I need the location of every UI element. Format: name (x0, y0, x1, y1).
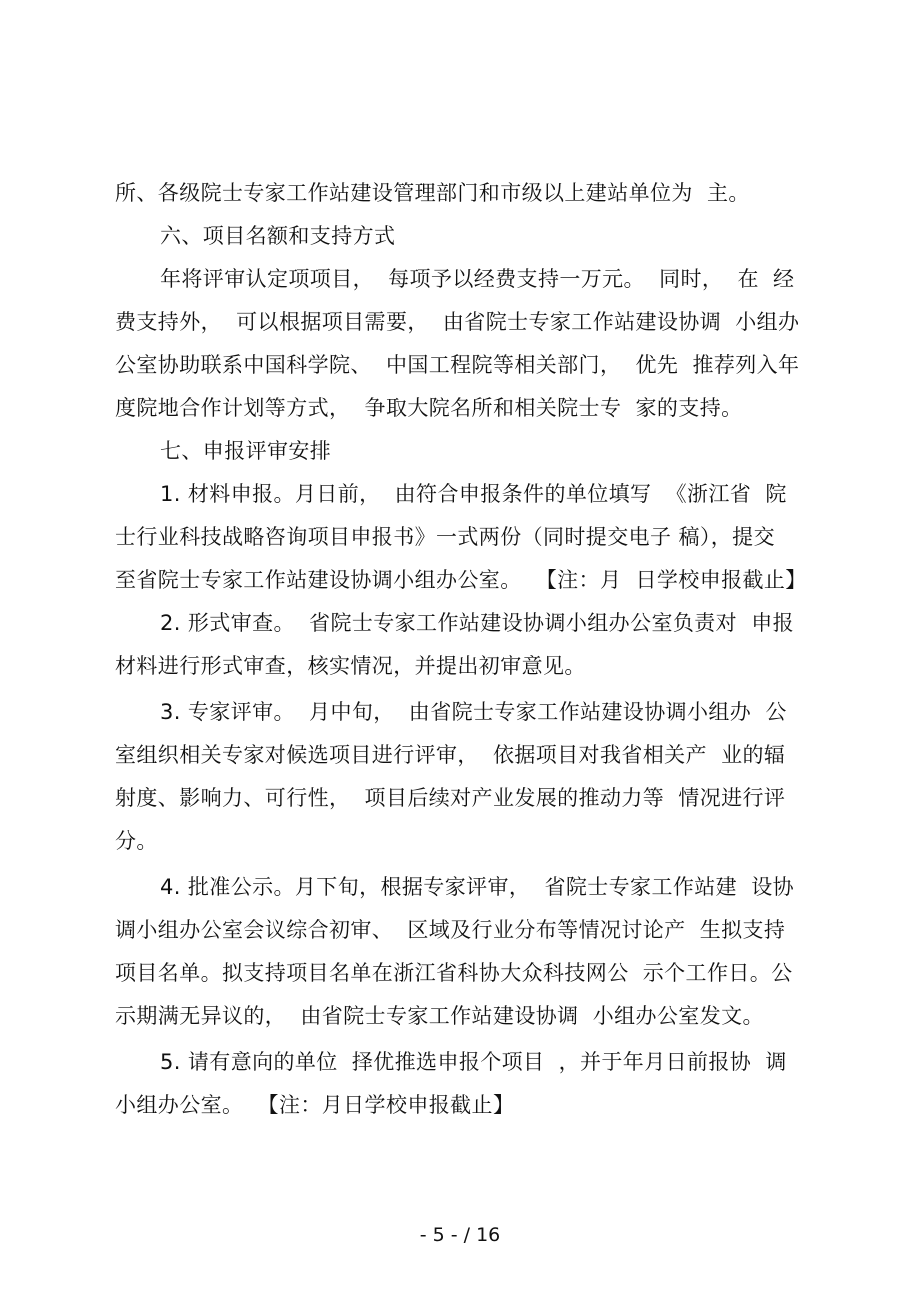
section-heading-text: 六、项目名额和支持方式 (160, 224, 396, 248)
page-number: - 5 - / 16 (419, 1224, 501, 1246)
paragraph-line (0, 865, 920, 909)
paragraph-line (0, 644, 920, 688)
paragraph-line (0, 951, 920, 995)
paragraph-line (0, 257, 920, 301)
line-text: 分。 (115, 829, 158, 853)
paragraph-line (0, 690, 920, 734)
paragraph-line (0, 733, 920, 777)
line-text: 所、各级院士专家工作站建设管理部门和市级以上建站单位为 主。 (115, 181, 750, 205)
paragraph-line (0, 1083, 920, 1127)
paragraph-line (0, 1040, 920, 1084)
line-text: 4. 批准公示。月下旬，根据专家评审， 省院士专家工作站建 设协 (160, 875, 795, 899)
line-text: 调小组办公室会议综合初审、 区域及行业分布等情况讨论产 生拟支持 (115, 918, 786, 942)
line-text: 公室协助联系中国科学院、 中国工程院等相关部门， 优先 推荐列入年 (115, 353, 800, 377)
paragraph-line (0, 908, 920, 952)
paragraph-line (0, 776, 920, 820)
paragraph-line (0, 171, 920, 215)
line-text: 费支持外， 可以根据项目需要， 由省院士专家工作站建设协调 小组办 (115, 310, 800, 334)
paragraph-line (0, 472, 920, 516)
line-text: 士行业科技战略咨询项目申报书》一式两份（同时提交电子 稿），提交 (115, 525, 775, 549)
line-text: 示期满无异议的， 由省院士专家工作站建设协调 小组办公室发文。 (115, 1004, 764, 1028)
paragraph-line (0, 300, 920, 344)
paragraph-line (0, 386, 920, 430)
paragraph-line (0, 558, 920, 602)
line-text: 材料进行形式审查，核实情况，并提出初审意见。 (115, 654, 586, 678)
line-text: 5. 请有意向的单位 择优推选申报个项目 ，并于年月日前报协 调 (160, 1050, 787, 1074)
line-text: 2. 形式审查。 省院士专家工作站建设协调小组办公室负责对 申报 (160, 611, 795, 635)
paragraph-line (0, 994, 920, 1038)
line-text: 小组办公室。 【注：月日学校申报截止】 (115, 1093, 515, 1117)
paragraph-line (0, 343, 920, 387)
section-heading (0, 214, 920, 258)
section-heading-text: 七、申报评审安排 (160, 439, 332, 463)
paragraph-line (0, 601, 920, 645)
line-text: 3. 专家评审。 月中旬， 由省院士专家工作站建设协调小组办 公 (160, 700, 787, 724)
paragraph-line (0, 819, 920, 863)
line-text: 1. 材料申报。月日前， 由符合申报条件的单位填写 《浙江省 院 (160, 482, 787, 506)
line-text: 至省院士专家工作站建设协调小组办公室。 【注：月 日学校申报截止】 (115, 568, 807, 592)
line-text: 室组织相关专家对候选项目进行评审， 依据项目对我省相关产 业的辐 (115, 743, 786, 767)
line-text: 项目名单。拟支持项目名单在浙江省科协大众科技网公 示个工作日。公 (115, 961, 793, 985)
paragraph-line (0, 515, 920, 559)
section-heading (0, 429, 920, 473)
line-text: 射度、影响力、可行性， 项目后续对产业发展的推动力等 情况进行评 (115, 786, 786, 810)
line-text: 度院地合作计划等方式， 争取大院名所和相关院士专 家的支持。 (115, 396, 743, 420)
line-text: 年将评审认定项项目， 每项予以经费支持一万元。 同时， 在 经 (160, 267, 795, 291)
